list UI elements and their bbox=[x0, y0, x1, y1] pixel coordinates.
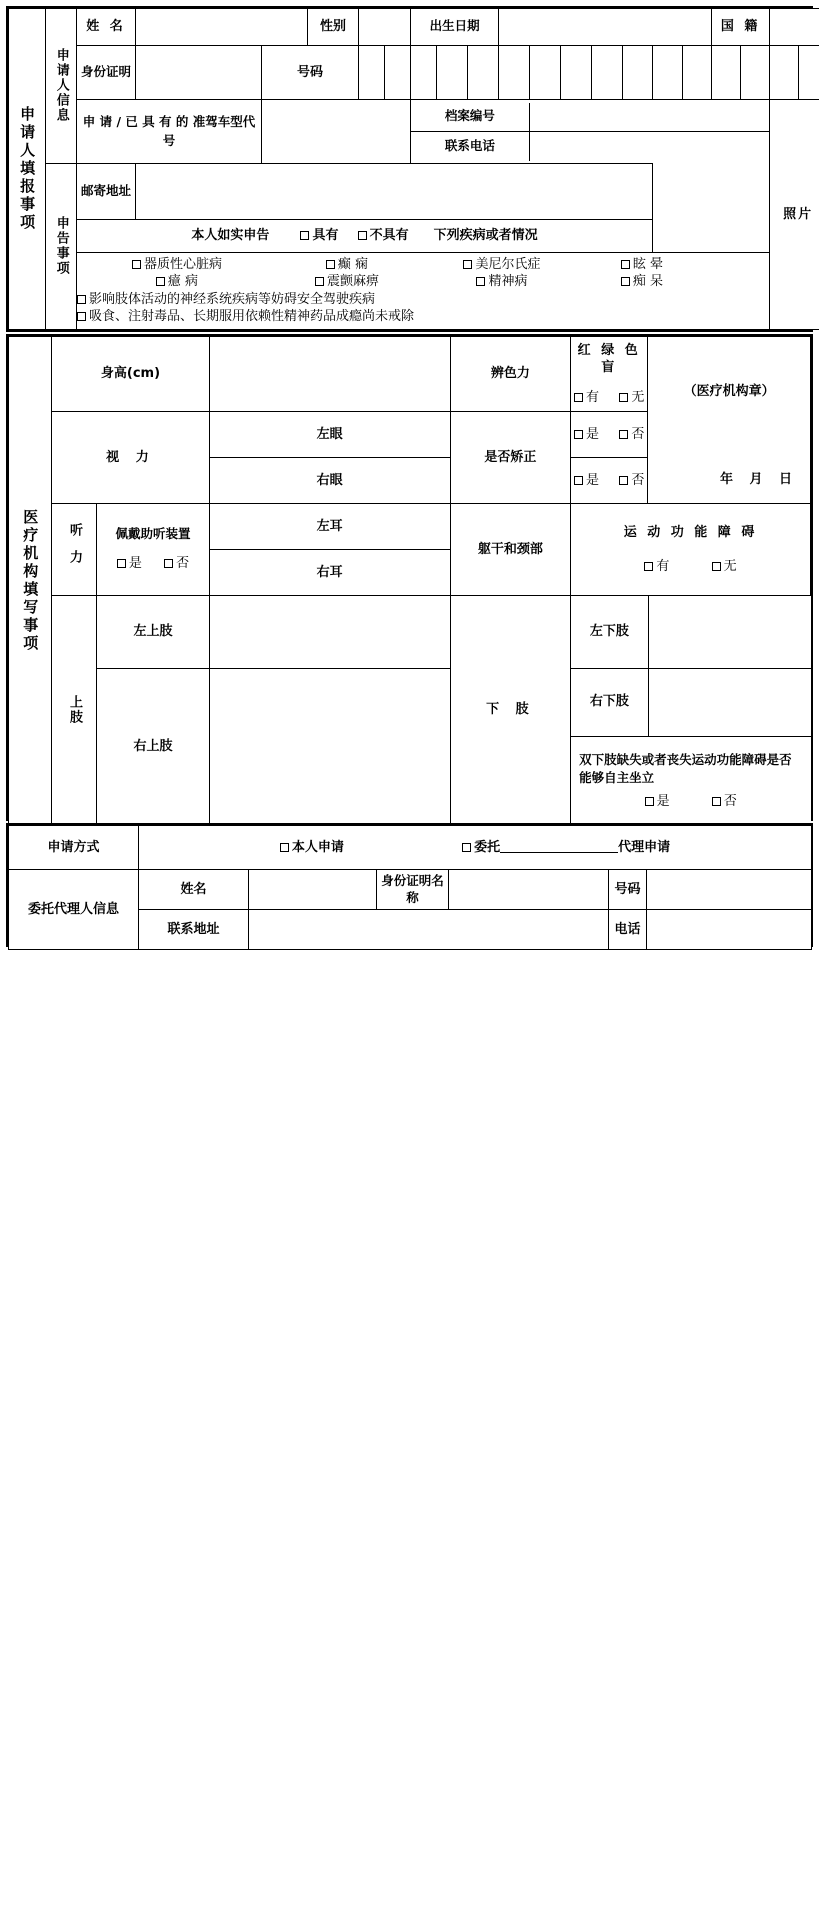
checkbox-icon[interactable] bbox=[358, 231, 367, 240]
id-number-cell-9[interactable] bbox=[592, 45, 623, 99]
left-lower-limb-value[interactable] bbox=[648, 596, 810, 668]
agent-address-label: 联系地址 bbox=[139, 910, 249, 950]
disease-label: 影响肢体活动的神经系统疾病等妨碍安全驾驶疾病 bbox=[89, 291, 376, 307]
sit-ability-yes[interactable] bbox=[645, 794, 670, 809]
checkbox-icon[interactable] bbox=[326, 260, 335, 269]
disease-menieres[interactable] bbox=[417, 256, 587, 274]
height-label: 身高(cm) bbox=[52, 337, 210, 412]
trunk-neck-label: 躯干和颈部 bbox=[450, 504, 570, 596]
agent-info-label: 委托代理人信息 bbox=[9, 870, 139, 950]
red-green-blind-have[interactable] bbox=[574, 390, 599, 405]
hearing-device-label: 佩戴助听装置 bbox=[115, 526, 191, 542]
medical-vertical-label bbox=[9, 337, 52, 825]
seal-date-label: 年 月 日 bbox=[719, 472, 798, 488]
id-number-cell-1[interactable] bbox=[359, 45, 385, 99]
option-label: 无 bbox=[723, 558, 737, 574]
checkbox-icon[interactable] bbox=[574, 476, 583, 485]
disease-label: 器质性心脏病 bbox=[143, 256, 222, 272]
id-number-cell-4[interactable] bbox=[437, 45, 468, 99]
disease-mental-illness[interactable] bbox=[417, 273, 587, 291]
id-number-cell-6[interactable] bbox=[499, 45, 530, 99]
right-eye-label bbox=[209, 458, 450, 504]
checkbox-icon[interactable] bbox=[164, 559, 173, 568]
disease-hysteria[interactable] bbox=[77, 273, 277, 291]
disease-dementia[interactable] bbox=[587, 273, 697, 291]
application-method-entrust[interactable] bbox=[462, 840, 670, 855]
agent-id-doc-name-label: 身份证明名称 bbox=[377, 870, 449, 910]
birth-label: 出生日期 bbox=[411, 9, 499, 46]
applicant-vertical-label bbox=[9, 9, 46, 330]
disease-epilepsy[interactable] bbox=[277, 256, 417, 274]
license-type-label: 申 请 / 已 具 有 的 准驾车型代号 bbox=[77, 100, 262, 164]
nationality-value[interactable] bbox=[770, 9, 819, 46]
checkbox-icon[interactable] bbox=[77, 312, 86, 321]
red-green-blind-options bbox=[571, 389, 647, 407]
agent-phone-value[interactable] bbox=[647, 910, 812, 950]
color-vision-label: 辨色力 bbox=[450, 337, 570, 412]
hearing-device-no[interactable] bbox=[164, 556, 189, 571]
right-eye-correction-no[interactable] bbox=[619, 473, 644, 488]
hearing-device-options bbox=[97, 555, 208, 573]
medical-vertical-label-text: 医疗机构填写事项 bbox=[21, 508, 40, 653]
id-number-cell-8[interactable] bbox=[561, 45, 592, 99]
checkbox-icon[interactable] bbox=[712, 562, 721, 571]
disease-label: 精神病 bbox=[488, 274, 528, 290]
motor-dysfunction-have[interactable] bbox=[644, 559, 669, 574]
medical-institution-seal-area[interactable] bbox=[648, 337, 811, 504]
sit-ability-options bbox=[579, 793, 802, 811]
right-ear-label-text: 右耳 bbox=[316, 564, 343, 580]
checkbox-icon[interactable] bbox=[619, 393, 628, 402]
disease-label: 癔 病 bbox=[167, 274, 199, 290]
upper-limb-label-text: 上肢 bbox=[67, 695, 83, 725]
disease-label: 眩 晕 bbox=[632, 256, 664, 272]
checkbox-icon[interactable] bbox=[77, 295, 86, 304]
option-label: 是 bbox=[586, 426, 600, 442]
disease-row-3 bbox=[77, 291, 769, 309]
option-label: 是 bbox=[128, 556, 142, 572]
disease-row-1 bbox=[77, 256, 769, 274]
left-eye-correction-options bbox=[571, 412, 648, 458]
hearing-label bbox=[52, 504, 97, 596]
right-eye-correction-yes[interactable] bbox=[574, 473, 599, 488]
checkbox-icon[interactable] bbox=[644, 562, 653, 571]
right-eye-correction-options bbox=[571, 458, 648, 504]
disease-neurological[interactable] bbox=[77, 291, 375, 309]
application-method-label: 申请方式 bbox=[9, 826, 139, 870]
checkbox-icon[interactable] bbox=[315, 277, 324, 286]
id-number-cell-10[interactable] bbox=[623, 45, 653, 99]
checkbox-icon[interactable] bbox=[574, 393, 583, 402]
declaration-heading-suffix: 下列疾病或者情况 bbox=[433, 228, 538, 244]
nationality-label: 国 籍 bbox=[712, 9, 770, 46]
checkbox-icon[interactable] bbox=[463, 260, 472, 269]
red-green-blind-label: 红 绿 色 盲 bbox=[577, 342, 641, 376]
id-number-cell-7[interactable] bbox=[530, 45, 561, 99]
red-green-blind-none[interactable] bbox=[619, 390, 644, 405]
option-label: 本人申请 bbox=[291, 839, 344, 855]
applicant-info-vertical-label-text: 申请人信息 bbox=[53, 48, 69, 124]
medical-section bbox=[6, 334, 813, 821]
option-label: 否 bbox=[631, 472, 645, 488]
right-ear-label bbox=[209, 550, 450, 596]
lower-limb-label: 下 肢 bbox=[450, 596, 570, 825]
mail-address-label: 邮寄地址 bbox=[77, 163, 136, 219]
checkbox-icon[interactable] bbox=[621, 260, 630, 269]
agent-phone-label: 电话 bbox=[609, 910, 647, 950]
hearing-device-field bbox=[97, 504, 209, 596]
id-number-cell-14[interactable] bbox=[741, 45, 770, 99]
left-ear-label bbox=[209, 504, 450, 550]
id-number-cell-11[interactable] bbox=[653, 45, 683, 99]
motor-dysfunction-none[interactable] bbox=[712, 559, 737, 574]
application-method-section bbox=[6, 823, 813, 947]
id-number-label: 号码 bbox=[262, 45, 359, 99]
checkbox-icon[interactable] bbox=[574, 430, 583, 439]
checkbox-icon[interactable] bbox=[156, 277, 165, 286]
id-number-cell-3[interactable] bbox=[411, 45, 437, 99]
id-doc-value[interactable] bbox=[136, 45, 262, 99]
id-number-cell-2[interactable] bbox=[385, 45, 411, 99]
declaration-not-has-label: 不具有 bbox=[369, 228, 409, 244]
hearing-device-yes[interactable] bbox=[117, 556, 142, 571]
checkbox-icon[interactable] bbox=[476, 277, 485, 286]
left-eye-correction-no[interactable] bbox=[619, 427, 644, 442]
option-label: 有 bbox=[586, 389, 600, 405]
phone-value[interactable] bbox=[530, 132, 770, 161]
disease-vertigo[interactable] bbox=[587, 256, 697, 274]
gender-label: 性别 bbox=[308, 9, 359, 46]
option-label: 是 bbox=[586, 472, 600, 488]
id-doc-label: 身份证明 bbox=[77, 45, 136, 99]
disease-list bbox=[77, 252, 770, 329]
height-value[interactable] bbox=[209, 337, 450, 412]
option-label-suffix: 代理申请 bbox=[618, 839, 671, 855]
right-eye-label-text: 右眼 bbox=[316, 472, 343, 488]
left-lower-limb-label: 左下肢 bbox=[571, 596, 648, 668]
left-upper-limb-label: 左上肢 bbox=[97, 596, 209, 669]
declare-vertical-label bbox=[46, 163, 77, 329]
gender-value[interactable] bbox=[359, 9, 411, 46]
application-method-options bbox=[139, 826, 812, 870]
right-upper-limb-label: 右上肢 bbox=[97, 669, 209, 825]
correction-label: 是否矫正 bbox=[450, 412, 570, 504]
upper-limb-label bbox=[52, 596, 97, 825]
checkbox-icon[interactable] bbox=[300, 231, 309, 240]
left-eye-label bbox=[209, 412, 450, 458]
checkbox-icon[interactable] bbox=[132, 260, 141, 269]
mail-address-value[interactable] bbox=[136, 163, 653, 219]
hearing-label-text: 听力 bbox=[67, 522, 83, 577]
motor-dysfunction-options bbox=[571, 558, 810, 576]
id-number-cell-16[interactable] bbox=[799, 45, 819, 99]
declaration-not-has-option[interactable] bbox=[358, 228, 409, 243]
disease-label: 震颤麻痹 bbox=[326, 274, 379, 290]
name-label: 姓 名 bbox=[77, 9, 136, 46]
agent-id-number-value[interactable] bbox=[647, 870, 812, 910]
red-green-blind-field bbox=[571, 337, 648, 412]
sit-ability-no[interactable] bbox=[712, 794, 737, 809]
license-type-value[interactable] bbox=[262, 100, 411, 164]
agent-name-value[interactable] bbox=[249, 870, 377, 910]
left-upper-limb-value[interactable] bbox=[209, 596, 450, 669]
checkbox-icon[interactable] bbox=[621, 277, 630, 286]
disease-label: 美尼尔氏症 bbox=[475, 256, 541, 272]
checkbox-icon[interactable] bbox=[712, 797, 721, 806]
vision-label: 视 力 bbox=[52, 412, 210, 504]
option-label: 有 bbox=[656, 558, 670, 574]
applicant-vertical-label-text: 申请人填报事项 bbox=[18, 106, 37, 232]
left-eye-label-text: 左眼 bbox=[316, 426, 343, 442]
disease-drug-addiction[interactable] bbox=[77, 308, 414, 326]
id-number-cell-5[interactable] bbox=[468, 45, 499, 99]
left-ear-label-text: 左耳 bbox=[316, 518, 343, 534]
declaration-heading bbox=[77, 220, 653, 253]
declaration-has-label: 具有 bbox=[312, 228, 339, 244]
id-number-cell-12[interactable] bbox=[683, 45, 712, 99]
applicant-section bbox=[6, 6, 813, 332]
birth-value[interactable] bbox=[499, 9, 712, 46]
id-number-cell-15[interactable] bbox=[770, 45, 799, 99]
right-lower-limb-value[interactable] bbox=[648, 669, 810, 737]
sit-ability-field bbox=[571, 737, 810, 825]
right-lower-limb-label: 右下肢 bbox=[571, 669, 648, 737]
medical-institution-seal-label: （医疗机构章） bbox=[683, 384, 775, 399]
declaration-has-option[interactable] bbox=[300, 228, 338, 243]
checkbox-icon[interactable] bbox=[117, 559, 126, 568]
right-upper-limb-value[interactable] bbox=[209, 669, 450, 825]
disease-row-2 bbox=[77, 273, 769, 291]
name-value[interactable] bbox=[136, 9, 308, 46]
disease-organic-heart-disease[interactable] bbox=[77, 256, 277, 274]
declaration-heading-prefix: 本人如实申告 bbox=[191, 228, 270, 244]
checkbox-icon[interactable] bbox=[462, 843, 471, 852]
disease-parkinsons[interactable] bbox=[277, 273, 417, 291]
checkbox-icon[interactable] bbox=[619, 476, 628, 485]
declare-vertical-label-text: 申告事项 bbox=[53, 216, 69, 277]
motor-dysfunction-field bbox=[571, 504, 811, 596]
option-label: 否 bbox=[723, 794, 737, 810]
option-label: 委托 bbox=[474, 839, 501, 855]
disease-row-4 bbox=[77, 308, 769, 326]
file-number-label: 档案编号 bbox=[411, 103, 529, 132]
agent-address-value[interactable] bbox=[249, 910, 609, 950]
motor-dysfunction-label: 运 动 功 能 障 碍 bbox=[623, 524, 758, 540]
disease-label: 癫 痫 bbox=[337, 256, 369, 272]
application-method-self[interactable] bbox=[280, 840, 344, 855]
checkbox-icon[interactable] bbox=[619, 430, 628, 439]
file-number-value[interactable] bbox=[530, 103, 770, 132]
option-label: 是 bbox=[656, 794, 670, 810]
agent-id-number-label: 号码 bbox=[609, 870, 647, 910]
disease-label: 痴 呆 bbox=[632, 274, 664, 290]
entrust-agent-input[interactable] bbox=[500, 840, 618, 853]
photo-placeholder[interactable]: 照片 bbox=[770, 100, 819, 330]
applicant-info-vertical-label bbox=[46, 9, 77, 164]
agent-name-label: 姓名 bbox=[139, 870, 249, 910]
disease-label: 吸食、注射毒品、长期服用依赖性精神药品成瘾尚未戒除 bbox=[89, 309, 415, 325]
option-label: 否 bbox=[176, 556, 190, 572]
checkbox-icon[interactable] bbox=[280, 843, 289, 852]
checkbox-icon[interactable] bbox=[645, 797, 654, 806]
option-label: 无 bbox=[631, 389, 645, 405]
left-eye-correction-yes[interactable] bbox=[574, 427, 599, 442]
option-label: 否 bbox=[631, 426, 645, 442]
phone-label: 联系电话 bbox=[411, 132, 529, 161]
id-number-cell-13[interactable] bbox=[712, 45, 741, 99]
agent-id-doc-name-value[interactable] bbox=[449, 870, 609, 910]
sit-ability-question: 双下肢缺失或者丧失运动功能障碍是否能够自主坐立 bbox=[579, 751, 792, 785]
